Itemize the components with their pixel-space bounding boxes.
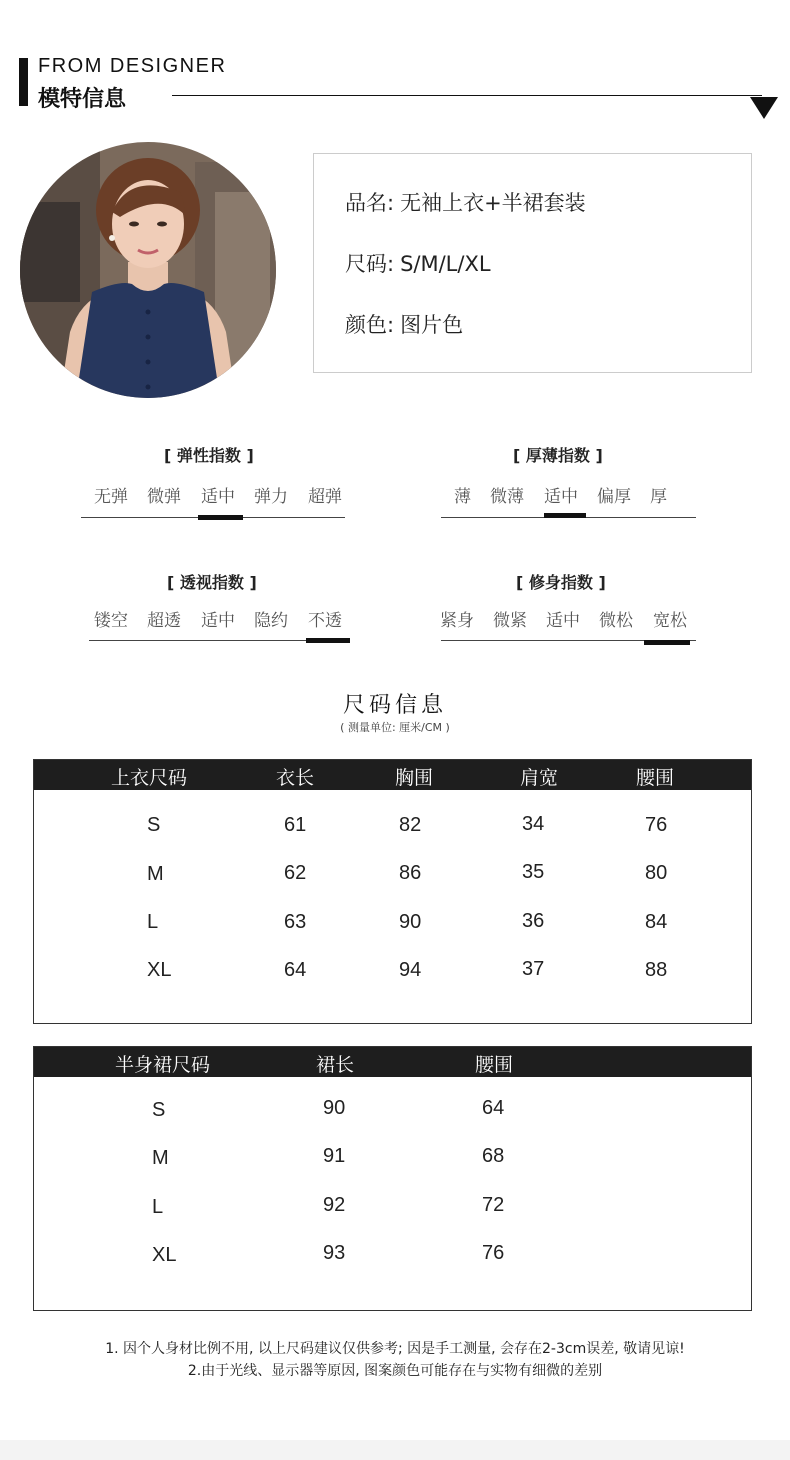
fit-index-title: [ 修身指数 ]: [516, 573, 606, 592]
table-cell: 64: [482, 1097, 505, 1119]
transparency-option: 隐约: [254, 611, 288, 631]
table-cell: 94: [399, 959, 422, 981]
size-info-title: 尺码信息: [342, 693, 447, 718]
table-cell: 37: [522, 958, 545, 980]
table-cell: 36: [522, 910, 545, 932]
header-cell: 胸围: [395, 767, 434, 789]
bottom-fade: [0, 1440, 790, 1460]
elasticity-option: 超弹: [308, 487, 342, 507]
thickness-index-title: [ 厚薄指数 ]: [513, 446, 603, 465]
table-cell: 90: [323, 1097, 346, 1119]
table-cell: XL: [152, 1244, 177, 1266]
header-title-cn: 模特信息: [38, 87, 127, 112]
thickness-option: 薄: [454, 487, 471, 507]
thickness-option: 厚: [650, 487, 667, 507]
table-cell: M: [147, 863, 164, 885]
transparency-option: 超透: [147, 611, 181, 631]
model-photo: [20, 142, 276, 398]
table-cell: 82: [399, 814, 422, 836]
note-color: 2.由于光线、显示器等原因, 图案颜色可能存在与实物有细微的差别: [187, 1363, 603, 1379]
table-cell: 92: [323, 1194, 346, 1216]
transparency-option: 适中: [201, 611, 235, 631]
table-cell: L: [147, 911, 159, 933]
product-name-label: 品名:: [345, 191, 395, 215]
transparency-index-title: [ 透视指数 ]: [167, 573, 257, 592]
table-cell: M: [152, 1147, 169, 1169]
product-size-label: 尺码:: [345, 252, 395, 276]
product-color-label: 颜色:: [345, 313, 395, 337]
elasticity-selected-marker: [198, 515, 243, 520]
header-title-en: FROM DESIGNER: [38, 55, 227, 77]
product-size-value: S/M/L/XL: [400, 252, 491, 276]
table-cell: 80: [645, 862, 668, 884]
table-cell: 88: [645, 959, 668, 981]
table-cell: 64: [284, 959, 307, 981]
product-color-row: [345, 309, 463, 339]
table-cell: 93: [323, 1242, 346, 1264]
header-cell: 肩宽: [520, 767, 559, 789]
table-cell: 91: [323, 1145, 346, 1167]
table-cell: 62: [284, 862, 307, 884]
table-cell: 76: [482, 1242, 505, 1264]
transparency-option-selected: 不透: [308, 611, 342, 631]
table-cell: 35: [522, 861, 545, 883]
table-cell: 63: [284, 911, 307, 933]
top-table-header: [34, 760, 751, 790]
fit-option-selected: 宽松: [653, 611, 687, 631]
table-cell: L: [152, 1196, 164, 1218]
elasticity-option-selected: 适中: [201, 487, 235, 507]
elasticity-option: 微弹: [147, 487, 181, 507]
thickness-option: 偏厚: [597, 487, 631, 507]
header-cell: 裙长: [316, 1054, 355, 1076]
product-name-value: 无袖上衣+半裙套装: [400, 191, 586, 215]
header-cell: 半身裙尺码: [115, 1054, 211, 1076]
table-cell: 61: [284, 814, 307, 836]
skirt-size-table: [33, 1046, 752, 1311]
table-cell: S: [147, 814, 161, 836]
fit-option: 适中: [546, 611, 580, 631]
product-color-value: 图片色: [400, 313, 464, 337]
header-cell: 上衣尺码: [111, 767, 188, 789]
table-cell: 68: [482, 1145, 505, 1167]
product-info-box: [313, 153, 752, 373]
table-cell: XL: [147, 959, 172, 981]
fit-selected-marker: [644, 640, 690, 645]
table-cell: 34: [522, 813, 545, 835]
header-divider: [172, 95, 762, 96]
header-cell: 腰围: [475, 1054, 514, 1076]
header-cell: 腰围: [636, 767, 675, 789]
table-cell: 86: [399, 862, 422, 884]
product-name-row: [345, 187, 586, 217]
thickness-option: 微薄: [490, 487, 524, 507]
size-info-unit: ( 测量单位: 厘米/CM ): [340, 721, 450, 734]
thickness-selected-marker: [544, 513, 586, 518]
table-cell: 76: [645, 814, 668, 836]
header-cell: 衣长: [276, 767, 315, 789]
table-cell: 72: [482, 1194, 505, 1216]
note-measurement: 1. 因个人身材比例不用, 以上尺码建议仅供参考; 因是手工测量, 会存在2-3cm误差, 敬请见谅!: [105, 1341, 685, 1357]
elasticity-option: 无弹: [94, 487, 128, 507]
transparency-selected-marker: [306, 638, 350, 643]
transparency-option: 镂空: [94, 611, 128, 631]
table-cell: 90: [399, 911, 422, 933]
skirt-table-header: [34, 1047, 751, 1077]
fit-option: 紧身: [440, 611, 474, 631]
header-accent-bar: [19, 58, 28, 106]
table-cell: S: [152, 1099, 166, 1121]
triangle-down-icon: [750, 97, 778, 119]
fit-option: 微松: [599, 611, 633, 631]
table-cell: 84: [645, 911, 668, 933]
top-size-table: [33, 759, 752, 1024]
product-size-row: [345, 248, 491, 278]
elasticity-index-title: [ 弹性指数 ]: [164, 446, 254, 465]
fit-option: 微紧: [493, 611, 527, 631]
elasticity-option: 弹力: [254, 487, 288, 507]
thickness-option-selected: 适中: [544, 487, 578, 507]
